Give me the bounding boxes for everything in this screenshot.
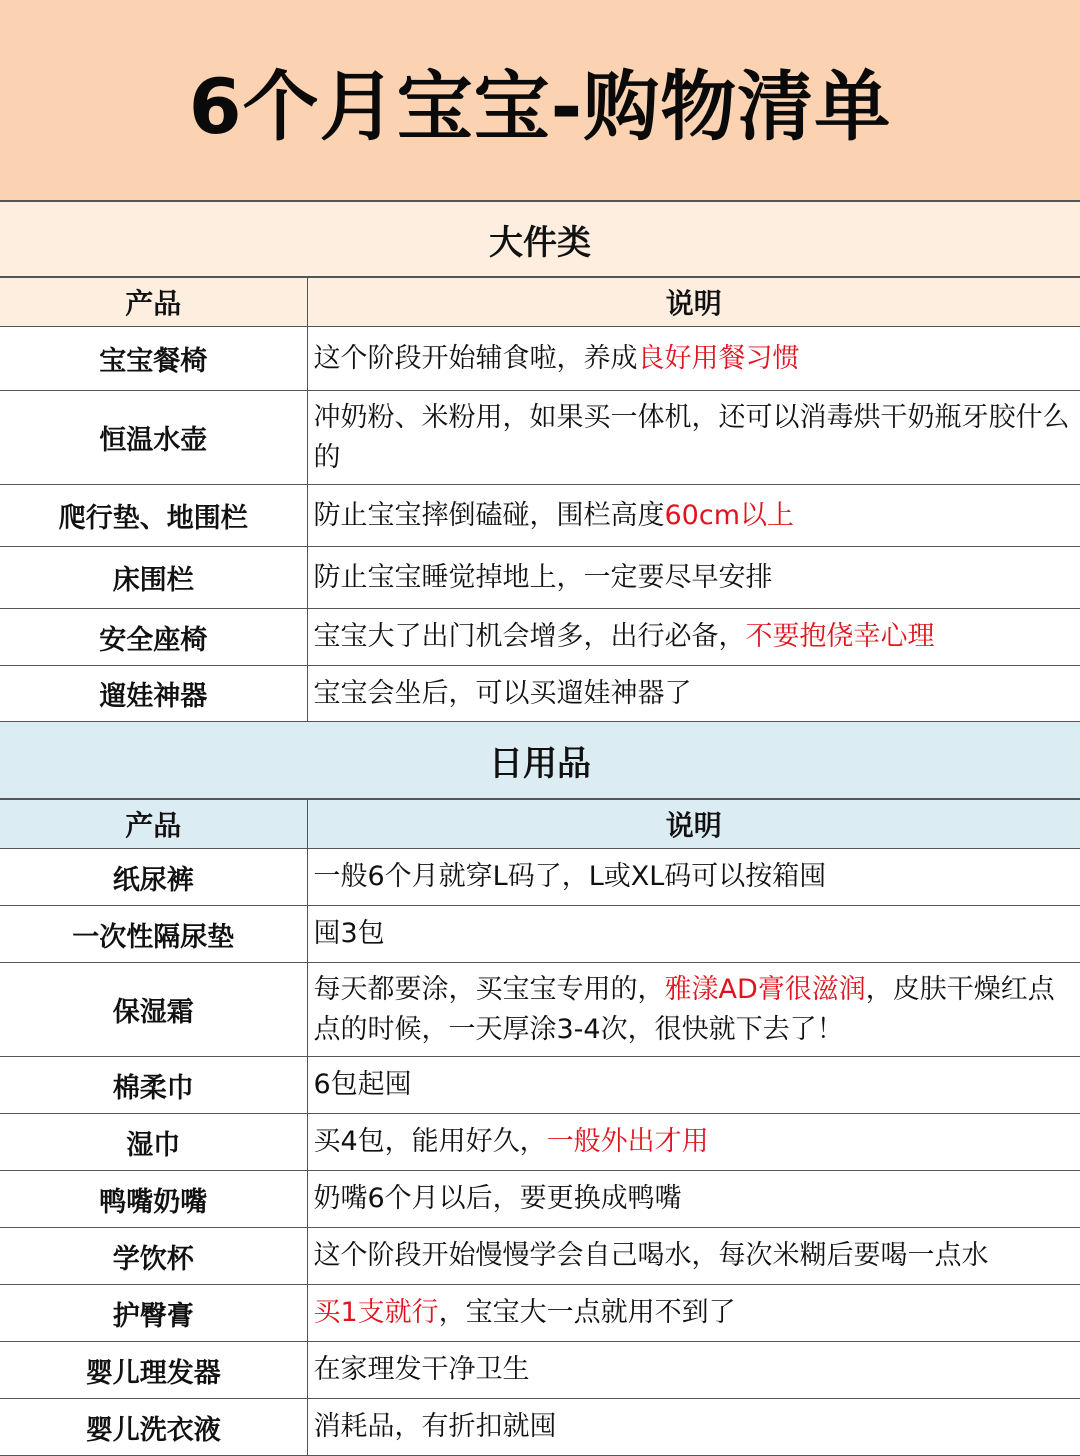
daily-items-table — [0, 799, 1080, 1456]
description-text: 消耗品，有折扣就囤 — [313, 1411, 557, 1442]
description-text: 宝宝会坐后，可以买遛娃神器了 — [313, 677, 692, 709]
description-cell — [307, 327, 1080, 391]
product-cell: 婴儿理发器 — [0, 1342, 307, 1399]
highlight-text: 一般外出才用 — [546, 1126, 709, 1157]
description-text: 每天都要涂，买宝宝专用的， — [313, 973, 665, 1005]
product-cell: 护臀膏 — [0, 1285, 307, 1342]
table-row — [0, 1285, 1080, 1342]
description-cell — [307, 1285, 1080, 1342]
description-text: 这个阶段开始辅食啦，养成 — [313, 342, 638, 374]
table-row — [0, 609, 1080, 666]
table-row — [0, 1057, 1080, 1114]
description-cell — [307, 1114, 1080, 1171]
table-row — [0, 666, 1080, 722]
description-text: 在家理发干净卫生 — [313, 1354, 530, 1385]
description-text: 防止宝宝睡觉掉地上，一定要尽早安排 — [313, 561, 773, 593]
product-cell: 鸭嘴奶嘴 — [0, 1171, 307, 1228]
daily-items-body — [0, 849, 1080, 1456]
highlight-text: 60cm以上 — [664, 499, 795, 531]
product-cell: 婴儿洗衣液 — [0, 1399, 307, 1456]
table-row — [0, 391, 1080, 485]
description-cell — [307, 391, 1080, 485]
page-title: 6个月宝宝-购物清单 — [188, 61, 892, 151]
large-items-body — [0, 327, 1080, 722]
product-cell: 床围栏 — [0, 547, 307, 609]
title-banner — [0, 0, 1080, 202]
large-items-table — [0, 277, 1080, 722]
description-cell — [307, 1342, 1080, 1399]
table-row — [0, 963, 1080, 1057]
highlight-text: 买1支就行 — [313, 1297, 439, 1328]
description-cell — [307, 849, 1080, 906]
description-text: 这个阶段开始慢慢学会自己喝水，每次米糊后要喝一点水 — [313, 1240, 989, 1271]
column-header-description: 说明 — [307, 278, 1080, 327]
description-text: 宝宝大了出门机会增多，出行必备， — [313, 621, 746, 652]
table-row — [0, 547, 1080, 609]
table-row — [0, 1342, 1080, 1399]
description-text: ，皮肤干燥红点点的时候，一天厚涂3-4次，很快就下去了！ — [313, 973, 1055, 1045]
highlight-text: 雅漾AD膏很滋润 — [664, 973, 866, 1005]
description-text: 6包起囤 — [313, 1069, 412, 1100]
product-cell: 学饮杯 — [0, 1228, 307, 1285]
description-cell — [307, 906, 1080, 963]
section-heading-daily-items: 日用品 — [0, 722, 1080, 799]
product-cell: 爬行垫、地围栏 — [0, 485, 307, 547]
description-cell — [307, 963, 1080, 1057]
table-row — [0, 1399, 1080, 1456]
description-text: ，宝宝大一点就用不到了 — [438, 1297, 736, 1328]
table-row — [0, 1114, 1080, 1171]
product-cell: 宝宝餐椅 — [0, 327, 307, 391]
product-cell: 一次性隔尿垫 — [0, 906, 307, 963]
table-header-row — [0, 278, 1080, 327]
description-cell — [307, 609, 1080, 666]
description-cell — [307, 547, 1080, 609]
column-header-product: 产品 — [0, 278, 307, 327]
product-cell: 恒温水壶 — [0, 391, 307, 485]
table-row — [0, 485, 1080, 547]
table-row — [0, 1171, 1080, 1228]
description-text: 奶嘴6个月以后，要更换成鸭嘴 — [313, 1183, 682, 1214]
description-cell — [307, 1399, 1080, 1456]
description-cell — [307, 1171, 1080, 1228]
column-header-product: 产品 — [0, 800, 307, 849]
table-header-row — [0, 800, 1080, 849]
table-row — [0, 1228, 1080, 1285]
highlight-text: 不要抱侥幸心理 — [745, 621, 935, 652]
description-cell — [307, 1228, 1080, 1285]
description-cell — [307, 666, 1080, 722]
description-text: 一般6个月就穿L码了，L或XL码可以按箱囤 — [313, 861, 827, 892]
description-text: 买4包，能用好久， — [313, 1126, 547, 1157]
product-cell: 纸尿裤 — [0, 849, 307, 906]
description-text: 冲奶粉、米粉用，如果买一体机，还可以消毒烘干奶瓶牙胶什么的 — [313, 401, 1070, 473]
column-header-description: 说明 — [307, 800, 1080, 849]
highlight-text: 良好用餐习惯 — [637, 342, 800, 374]
description-cell — [307, 485, 1080, 547]
product-cell: 保湿霜 — [0, 963, 307, 1057]
table-row — [0, 906, 1080, 963]
description-cell — [307, 1057, 1080, 1114]
table-row — [0, 327, 1080, 391]
description-text: 防止宝宝摔倒磕碰，围栏高度 — [313, 499, 665, 531]
product-cell: 棉柔巾 — [0, 1057, 307, 1114]
table-row — [0, 849, 1080, 906]
product-cell: 安全座椅 — [0, 609, 307, 666]
description-text: 囤3包 — [313, 918, 385, 949]
section-heading-large-items: 大件类 — [0, 202, 1080, 277]
product-cell: 遛娃神器 — [0, 666, 307, 722]
product-cell: 湿巾 — [0, 1114, 307, 1171]
